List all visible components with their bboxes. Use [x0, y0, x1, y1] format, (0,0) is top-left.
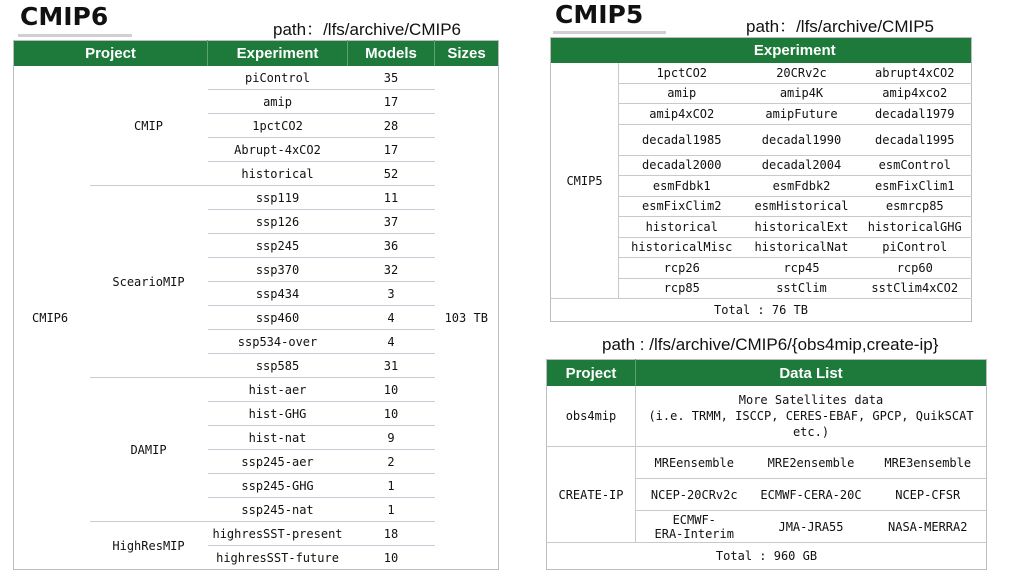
obs-path: path : /lfs/archive/CMIP6/{obs4mip,create-ip} [602, 335, 939, 354]
createip-cell: MREensemble [636, 447, 753, 479]
cmip6-header-row [14, 41, 499, 67]
cmip6-models-cell: 11 [348, 186, 435, 210]
createip-row [547, 447, 987, 479]
cmip6-models-cell: 4 [348, 306, 435, 330]
cmip5-experiment-cell: historicalNat [745, 237, 859, 258]
cmip5-experiment-cell: rcp60 [859, 258, 972, 279]
cmip6-models-cell: 35 [348, 66, 435, 90]
cmip5-title: CMIP5 [555, 0, 644, 29]
cmip6-experiment-cell: ssp370 [208, 258, 348, 282]
cmip6-experiment-cell: ssp119 [208, 186, 348, 210]
cmip6-models-cell: 37 [348, 210, 435, 234]
cmip6-models-cell: 4 [348, 330, 435, 354]
cmip6-group-name: DAMIP [90, 378, 208, 522]
cmip5-experiment-cell: rcp26 [619, 258, 745, 279]
obs-total-row [547, 543, 987, 570]
cmip5-project-cell: CMIP5 [551, 63, 619, 299]
obs4mip-line1: More Satellites data [738, 393, 884, 407]
cmip6-experiment-cell: ssp126 [208, 210, 348, 234]
createip-cell: MRE3ensemble [870, 447, 987, 479]
cmip5-experiment-cell: esmFdbk1 [619, 176, 745, 197]
createip-cell: NASA-MERRA2 [888, 519, 968, 534]
cmip5-title-underline [553, 31, 666, 34]
cmip5-experiment-cell: piControl [859, 237, 972, 258]
cmip5-experiment-cell: amip4K [745, 83, 859, 104]
cmip5-experiment-cell: decadal2004 [745, 155, 859, 176]
obs-total: Total : 960 GB [547, 543, 987, 570]
cmip5-experiment-cell: esmControl [859, 155, 972, 176]
cmip6-models-cell: 18 [348, 522, 435, 546]
cmip5-experiment-cell: decadal2000 [619, 155, 745, 176]
cmip6-title: CMIP6 [20, 2, 109, 31]
cmip6-models-cell: 28 [348, 114, 435, 138]
cmip6-project-cell: CMIP6 [32, 310, 69, 325]
obs4mip-description [636, 386, 987, 447]
cmip6-experiment-cell: ssp434 [208, 282, 348, 306]
cmip5-total-row [551, 299, 972, 322]
cmip6-experiment-cell: highresSST-present [208, 522, 348, 546]
cmip6-experiment-cell: historical [208, 162, 348, 186]
cmip6-header-experiment: Experiment [208, 41, 348, 67]
cmip5-experiment-cell: 1pctCO2 [656, 65, 708, 80]
cmip6-title-underline [18, 34, 132, 37]
cmip5-experiment-cell: esmHistorical [745, 196, 859, 217]
cmip5-experiment-cell: historical [619, 217, 745, 238]
obs4mip-row [547, 386, 987, 447]
createip-cell: JMA-JRA55 [778, 519, 844, 534]
cmip5-table-row [551, 63, 972, 83]
createip-cell: ECMWF-CERA-20C [753, 479, 870, 511]
cmip6-experiment-cell: ssp245 [208, 234, 348, 258]
cmip6-experiment-cell: hist-GHG [208, 402, 348, 426]
createip-cell: NCEP-20CRv2c [636, 479, 753, 511]
cmip6-experiment-cell: ssp534-over [208, 330, 348, 354]
cmip6-path: path：/lfs/archive/CMIP6 [273, 20, 462, 39]
cmip5-header-row [551, 38, 972, 64]
cmip6-experiment-cell: hist-aer [208, 378, 348, 402]
cmip5-experiment-cell: historicalExt [745, 217, 859, 238]
createip-cell: NCEP-CFSR [870, 479, 987, 511]
cmip5-experiment-cell: historicalGHG [859, 217, 972, 238]
createip-cell: MRE2ensemble [753, 447, 870, 479]
cmip6-header-sizes: Sizes [435, 41, 499, 67]
cmip5-experiment-cell: esmrcp85 [859, 196, 972, 217]
cmip6-models-cell: 3 [348, 282, 435, 306]
cmip5-experiment-cell: sstClim [745, 278, 859, 299]
cmip6-experiment-cell: Abrupt-4xCO2 [208, 138, 348, 162]
cmip6-models-cell: 10 [348, 378, 435, 402]
obs4mip-line2: (i.e. TRMM, ISCCP, CERES-EBAF, GPCP, QuikSCAT etc.) [648, 409, 974, 439]
cmip5-header-experiment: Experiment [619, 38, 972, 64]
cmip6-experiment-cell: 1pctCO2 [208, 114, 348, 138]
cmip6-group-name: CMIP [90, 66, 208, 186]
cmip6-header-project: Project [14, 41, 208, 67]
cmip5-experiment-cell: amip4xCO2 [619, 104, 745, 125]
cmip6-experiment-cell: ssp585 [208, 354, 348, 378]
cmip6-models-cell: 36 [348, 234, 435, 258]
cmip6-models-cell: 17 [348, 138, 435, 162]
obs-table [546, 359, 987, 570]
cmip5-header-blank [551, 38, 619, 64]
cmip5-experiment-cell: decadal1995 [859, 124, 972, 155]
cmip5-experiment-cell: amipFuture [745, 104, 859, 125]
cmip6-models-cell: 52 [348, 162, 435, 186]
cmip6-experiment-cell: ssp245-aer [208, 450, 348, 474]
cmip6-models-cell: 9 [348, 426, 435, 450]
cmip6-experiment-cell: ssp245-GHG [208, 474, 348, 498]
cmip6-models-cell: 31 [348, 354, 435, 378]
cmip5-experiment-cell: historicalMisc [619, 237, 745, 258]
cmip5-experiment-cell: 20CRv2c [776, 65, 827, 80]
cmip5-experiment-cell: decadal1979 [859, 104, 972, 125]
cmip6-experiment-cell: hist-nat [208, 426, 348, 450]
cmip6-group-name: ScearioMIP [90, 186, 208, 378]
cmip6-header-models: Models [348, 41, 435, 67]
cmip5-experiment-cell: decadal1985 [619, 124, 745, 155]
cmip6-table-body [14, 66, 499, 570]
cmip5-experiment-cell: sstClim4xCO2 [859, 278, 972, 299]
cmip5-experiment-cell: esmFdbk2 [745, 176, 859, 197]
cmip6-models-cell: 32 [348, 258, 435, 282]
createip-cell: ECMWF- ERA-Interim [654, 512, 734, 541]
cmip6-size-cell: 103 TB [444, 310, 488, 325]
cmip5-path: path：/lfs/archive/CMIP5 [746, 17, 935, 36]
cmip6-models-cell: 2 [348, 450, 435, 474]
cmip5-experiment-cell: abrupt4xCO2 [875, 65, 955, 80]
obs-header-row [547, 360, 987, 387]
cmip5-experiment-cell: decadal1990 [745, 124, 859, 155]
cmip6-group-name: HighResMIP [112, 538, 185, 553]
cmip6-experiment-cell: highresSST-future [216, 550, 339, 565]
cmip5-table [550, 37, 972, 322]
cmip6-table-row [14, 66, 499, 90]
cmip5-experiment-cell: amip4xco2 [859, 83, 972, 104]
cmip6-models-cell: 17 [348, 90, 435, 114]
cmip6-models-cell: 10 [348, 402, 435, 426]
obs-table-body [547, 386, 987, 570]
cmip6-experiment-cell: ssp460 [208, 306, 348, 330]
cmip5-total: Total : 76 TB [551, 299, 972, 322]
cmip6-experiment-cell: ssp245-nat [208, 498, 348, 522]
cmip5-table-body [551, 63, 972, 322]
cmip6-models-cell: 1 [348, 474, 435, 498]
cmip5-experiment-cell: amip [619, 83, 745, 104]
cmip6-models-cell: 1 [348, 498, 435, 522]
obs-header-datalist: Data List [636, 360, 987, 387]
cmip6-experiment-cell: piControl [208, 66, 348, 90]
createip-project: CREATE-IP [547, 447, 636, 543]
obs-header-project: Project [547, 360, 636, 387]
cmip5-experiment-cell: esmFixClim2 [619, 196, 745, 217]
cmip5-experiment-cell: esmFixClim1 [859, 176, 972, 197]
cmip6-experiment-cell: amip [208, 90, 348, 114]
cmip6-table [13, 40, 499, 570]
cmip6-models-cell: 10 [383, 550, 399, 565]
obs4mip-project: obs4mip [547, 386, 636, 447]
cmip5-experiment-cell: rcp45 [745, 258, 859, 279]
cmip5-experiment-cell: rcp85 [619, 278, 745, 299]
